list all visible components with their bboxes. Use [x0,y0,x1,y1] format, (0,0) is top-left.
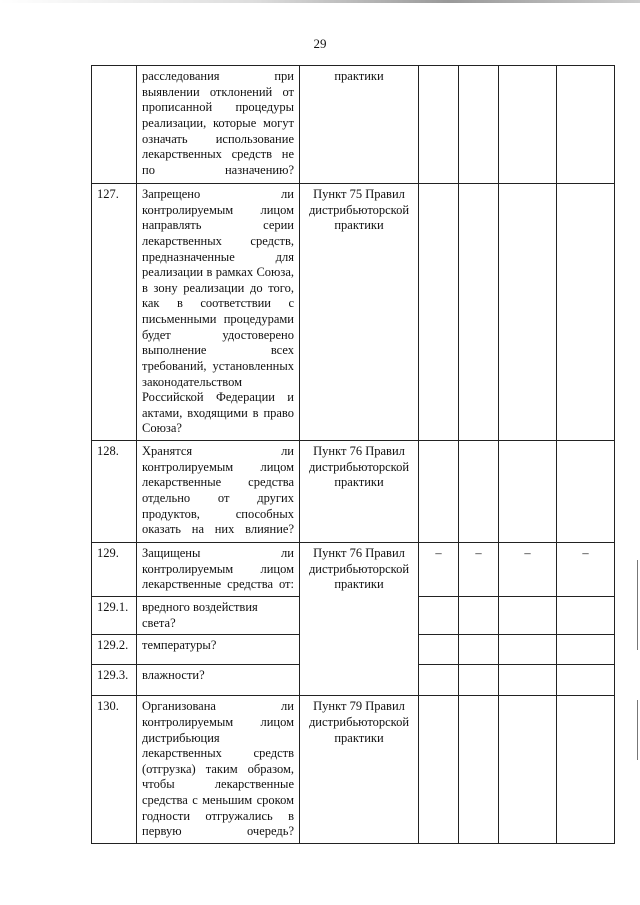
answer-na-cell[interactable] [499,441,557,543]
table-row [92,696,615,844]
answer-yes-cell[interactable] [419,66,459,184]
answer-yes-cell[interactable]: – [419,543,459,597]
question-text: вредного воздействия света? [137,597,300,635]
answer-note-cell[interactable]: – [557,543,615,597]
question-text: влажности? [137,665,300,696]
answer-na-cell[interactable] [499,665,557,696]
answer-yes-cell[interactable] [419,665,459,696]
row-number [92,66,137,184]
reference-text: практики [300,66,419,184]
answer-no-cell[interactable] [459,635,499,665]
answer-no-cell[interactable] [459,665,499,696]
row-number: 128. [92,441,137,543]
answer-note-cell[interactable] [557,597,615,635]
answer-yes-cell[interactable] [419,635,459,665]
row-number: 129.1. [92,597,137,635]
answer-yes-cell[interactable] [419,441,459,543]
answer-no-cell[interactable]: – [459,543,499,597]
reference-text: Пункт 75 Правил дистрибьюторской практики [300,184,419,441]
row-number: 129.3. [92,665,137,696]
table-row [92,184,615,441]
answer-yes-cell[interactable] [419,184,459,441]
answer-note-cell[interactable] [557,184,615,441]
answer-na-cell[interactable] [499,696,557,844]
table-row [92,543,615,597]
checklist-table [91,65,615,844]
answer-na-cell[interactable] [499,635,557,665]
answer-na-cell[interactable] [499,597,557,635]
table-row [92,441,615,543]
answer-note-cell[interactable] [557,66,615,184]
answer-na-cell[interactable] [499,66,557,184]
row-number: 130. [92,696,137,844]
answer-note-cell[interactable] [557,696,615,844]
question-text: Запрещено ли контролируемым лицом направлять серии лекарственных средств, предназначенные для реализации в рамках Союза, в зону реализации до того, как в соответствии с письменными процедурами будет удостоверено выполнение всех требований, установленных законодательством Российской Федерации и актами, входящими в право Союза? [137,184,300,441]
table-row [92,66,615,184]
answer-na-cell[interactable] [499,184,557,441]
question-text: температуры? [137,635,300,665]
answer-note-cell[interactable] [557,665,615,696]
question-text: расследования при выявлении отклонений от прописанной процедуры реализации, которые могут означать использование лекарственных средств не по назначению? [137,66,300,184]
answer-no-cell[interactable] [459,597,499,635]
answer-no-cell[interactable] [459,696,499,844]
answer-yes-cell[interactable] [419,696,459,844]
row-number: 127. [92,184,137,441]
answer-no-cell[interactable] [459,184,499,441]
reference-text: Пункт 79 Правил дистрибьюторской практики [300,696,419,844]
question-text: Хранятся ли контролируемым лицом лекарственные средства отдельно от других продуктов, способных оказать на них влияние? [137,441,300,543]
row-number: 129. [92,543,137,597]
row-number: 129.2. [92,635,137,665]
answer-no-cell[interactable] [459,441,499,543]
page-number: 29 [313,36,327,51]
answer-no-cell[interactable] [459,66,499,184]
answer-note-cell[interactable] [557,441,615,543]
reference-text: Пункт 76 Правил дистрибьюторской практики [300,543,419,696]
scan-edge [0,0,640,3]
answer-na-cell[interactable]: – [499,543,557,597]
question-text: Защищены ли контролируемым лицом лекарственные средства от: [137,543,300,597]
scan-margin-mark [637,560,638,650]
question-text: Организована ли контролируемым лицом дистрибьюция лекарственных средств (отгрузка) таким образом, чтобы лекарственные средства с меньшим сроком годности отгружались в первую очередь? [137,696,300,844]
answer-note-cell[interactable] [557,635,615,665]
answer-yes-cell[interactable] [419,597,459,635]
scan-margin-mark [637,700,638,760]
reference-text: Пункт 76 Правил дистрибьюторской практики [300,441,419,543]
